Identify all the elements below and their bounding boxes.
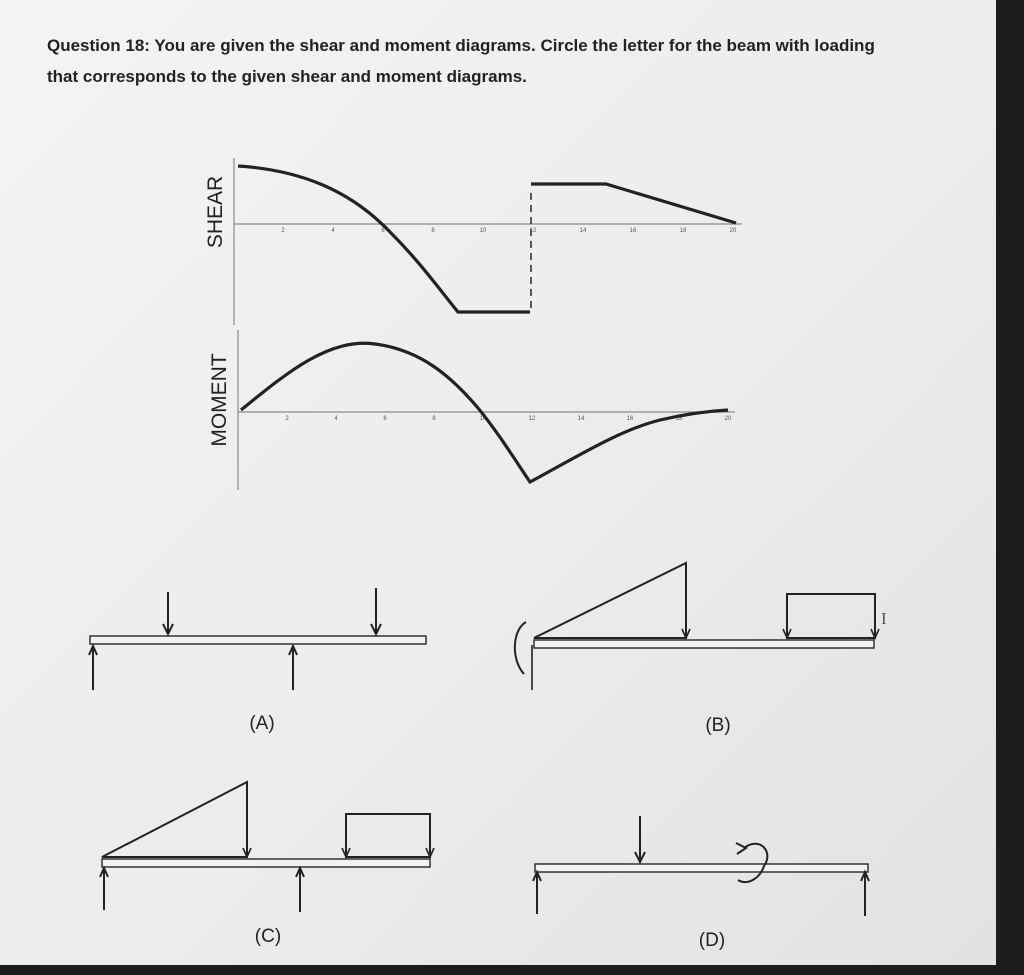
shear-tick-label: 2 (281, 228, 285, 234)
shear-tick-label: 12 (529, 228, 537, 234)
shear-tick-label: 18 (679, 228, 687, 234)
option-a-label[interactable]: (A) (249, 713, 275, 734)
point-load-arrow-icon (371, 588, 381, 634)
moment-tick-label: 14 (577, 416, 585, 422)
beam-d (535, 864, 868, 872)
beam-b (534, 640, 874, 648)
shear-axis-label: SHEAR (204, 175, 227, 249)
support-reaction-arrow-icon (289, 646, 297, 690)
triangular-load-icon (102, 782, 247, 857)
support-reaction-arrow-icon (100, 868, 108, 910)
uniform-load-icon (346, 814, 430, 857)
option-d-label[interactable]: (D) (698, 930, 726, 951)
moment-tick-label: 2 (285, 416, 289, 422)
moment-tick-label: 16 (626, 416, 634, 422)
shear-tick-label: 8 (431, 228, 435, 234)
shear-curve-left (238, 166, 530, 312)
uniform-load-arrow-icon (783, 594, 791, 638)
beam-c (102, 859, 430, 867)
support-reaction-arrow-icon (861, 872, 869, 916)
support-reaction-arrow-icon (89, 646, 97, 690)
moment-tick-label: 8 (432, 416, 436, 422)
shear-tick-label: 20 (729, 228, 737, 234)
moment-tick-label: 10 (479, 416, 487, 422)
beam-a (90, 636, 426, 644)
shear-tick-label: 14 (579, 228, 587, 234)
couple-moment-icon (736, 843, 767, 882)
triangular-load-icon (534, 563, 686, 638)
moment-tick-label: 6 (383, 416, 387, 422)
shear-tick-label: 6 (381, 228, 385, 234)
moment-axis-label: MOMENT (208, 353, 231, 447)
shear-curve-right (531, 184, 736, 223)
moment-diagram (208, 330, 735, 490)
moment-tick-label: 12 (528, 416, 536, 422)
moment-tick-label: 18 (675, 416, 683, 422)
support-reaction-arrow-icon (296, 868, 304, 912)
question-text: Question 18: You are given the shear and moment diagrams. Circle the letter for the beam with loading that corresponds to the given shear and moment diagrams. (47, 36, 875, 86)
shear-tick-label: 4 (331, 228, 335, 234)
uniform-load-arrow-icon (871, 594, 879, 638)
option-a-beam[interactable] (89, 588, 426, 734)
uniform-load-icon (787, 594, 875, 638)
option-b-label[interactable]: (B) (705, 715, 731, 736)
uniform-load-arrow-icon (426, 814, 434, 857)
option-d-beam[interactable] (533, 816, 869, 951)
support-reaction-arrow-icon (533, 872, 541, 914)
option-c-beam[interactable] (100, 782, 434, 947)
moment-tick-label: 4 (334, 416, 338, 422)
fixed-support-moment-icon (515, 622, 526, 674)
uniform-load-arrow-icon (342, 814, 350, 857)
point-load-arrow-icon (243, 800, 251, 857)
option-b-beam[interactable] (515, 563, 887, 736)
moment-curve (241, 343, 728, 482)
shear-diagram (204, 158, 742, 325)
shear-tick-label: 16 (629, 228, 637, 234)
point-load-arrow-icon (163, 592, 173, 634)
moment-tick-label: 20 (724, 416, 732, 422)
point-load-arrow-icon (682, 590, 690, 638)
text-cursor-icon: I (881, 609, 887, 628)
shear-tick-label: 10 (479, 228, 487, 234)
option-c-label[interactable]: (C) (254, 926, 282, 947)
point-load-arrow-icon (635, 816, 645, 862)
shear-tick-labels (281, 228, 737, 234)
